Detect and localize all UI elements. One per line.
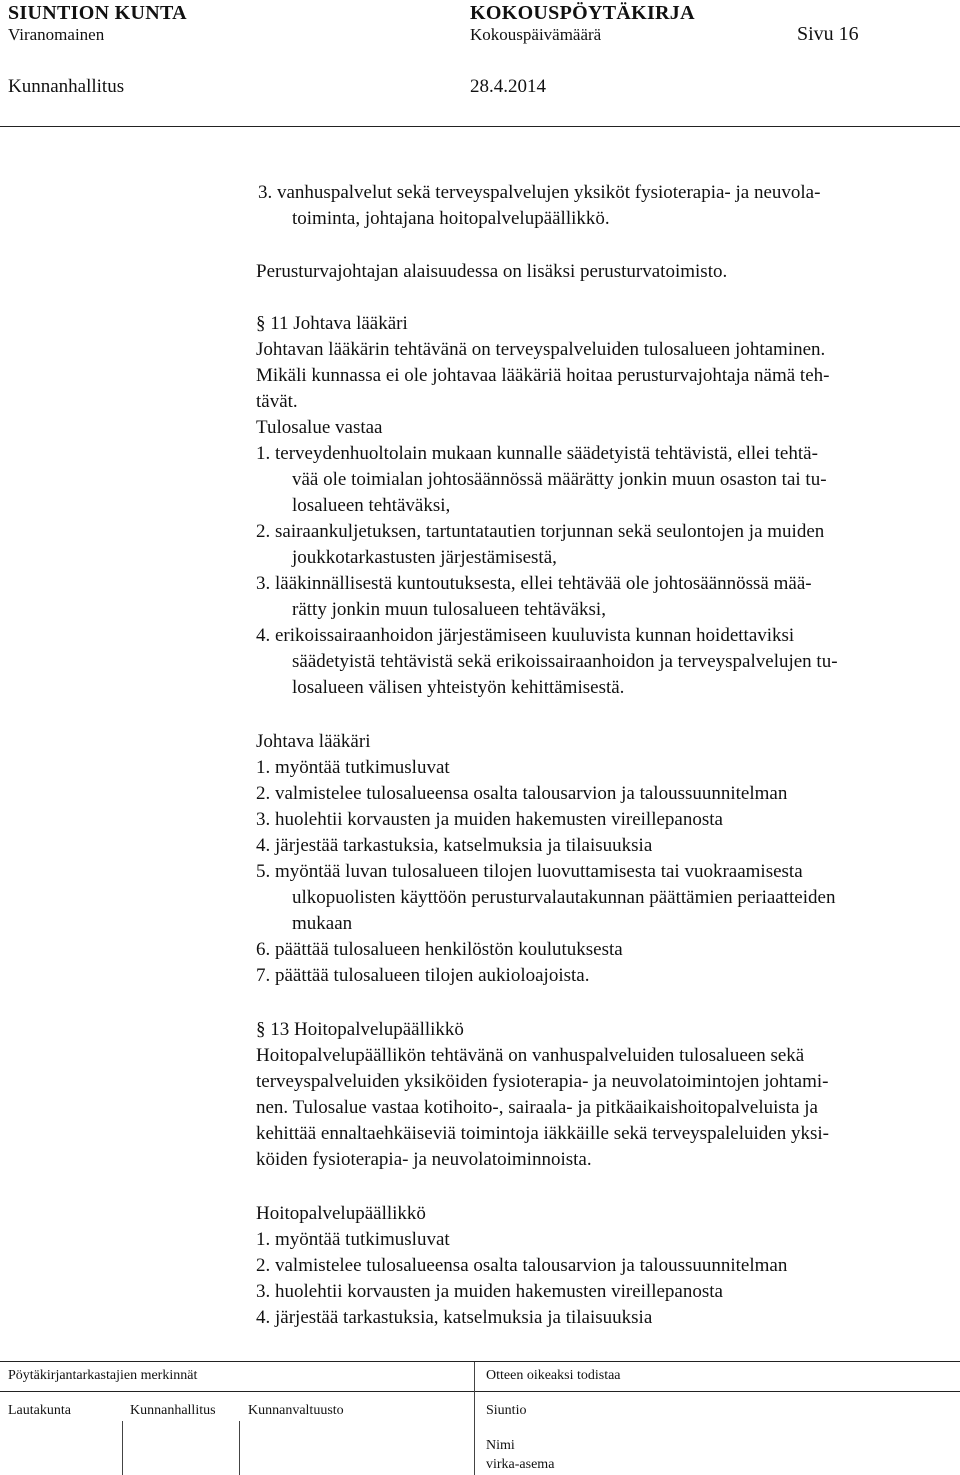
list-item: 2. sairaankuljetuksen, tartuntatautien torjunnan sekä seulontojen ja muiden [256, 521, 825, 542]
list-item: 6. päättää tulosalueen henkilöstön koulutuksesta [256, 939, 623, 960]
place-label: Siuntio [486, 1403, 527, 1418]
paragraph: Perusturvajohtajan alaisuudessa on lisäksi perusturvatoimisto. [256, 261, 728, 282]
footer-mid-rule [0, 1391, 960, 1392]
list-item: 2. valmistelee tulosalueensa osalta talousarvion ja taloussuunnitelman [256, 1255, 788, 1276]
authority-name: Kunnanhallitus [8, 76, 125, 97]
list-item: 3. vanhuspalvelut sekä terveyspalvelujen yksiköt fysioterapia- ja neuvola- [258, 182, 821, 203]
certified-copy-label: Otteen oikeaksi todistaa [486, 1368, 621, 1383]
list-item: 1. myöntää tutkimusluvat [256, 1229, 450, 1250]
paragraph: nen. Tulosalue vastaa kotihoito-, sairaala- ja pitkäaikaishoitopalveluista ja [256, 1097, 818, 1118]
list-item: 3. lääkinnällisestä kuntoutuksesta, ellei tehtävää ole johtosäännössä mää- [256, 573, 812, 594]
list-item: 1. myöntää tutkimusluvat [256, 757, 450, 778]
list-item: 7. päättää tulosalueen tilojen aukioloajoista. [256, 965, 590, 986]
list-item: 1. terveydenhuoltolain mukaan kunnalle säädetyistä tehtävistä, ellei tehtä- [256, 443, 818, 464]
header-divider [0, 126, 960, 127]
list-item-continuation: losalueen välisen yhteistyön kehittämisestä. [292, 677, 625, 698]
paragraph: Johtavan lääkärin tehtävänä on terveyspalveluiden tulosalueen johtaminen. [256, 339, 826, 360]
paragraph: kehittää ennaltaehkäiseviä toimintoja iäkkäille sekä terveyspaleluiden yksi- [256, 1123, 829, 1144]
list-item-continuation: vää ole toimialan johtosäännössä määrätty jonkin muun osaston tai tu- [292, 469, 827, 490]
section-heading: § 11 Johtava lääkäri [256, 313, 408, 334]
subheading: Johtava lääkäri [256, 731, 371, 752]
organization-name: SIUNTION KUNTA [8, 2, 187, 24]
list-item-continuation: toiminta, johtajana hoitopalvelupäällikkö. [292, 208, 610, 229]
list-item-continuation: mukaan [292, 913, 353, 934]
footer-divider [239, 1421, 240, 1475]
footer-divider [474, 1362, 475, 1475]
list-item-continuation: joukkotarkastusten järjestämisestä, [292, 547, 557, 568]
footer-top-rule [0, 1361, 960, 1362]
list-item-continuation: losalueen tehtäväksi, [292, 495, 451, 516]
list-item-continuation: rätty jonkin muun tulosalueen tehtäväksi, [292, 599, 606, 620]
list-item-continuation: ulkopuolisten käyttöön perusturvalautakunnan päättämien periaatteiden [292, 887, 836, 908]
list-item: 4. järjestää tarkastuksia, katselmuksia ja tilaisuuksia [256, 1307, 653, 1328]
list-item-continuation: säädetyistä tehtävistä sekä erikoissairaanhoidon ja terveyspalvelujen tu- [292, 651, 838, 672]
paragraph: terveyspalveluiden yksiköiden fysioterapia- ja neuvolatoimintojen johtami- [256, 1071, 829, 1092]
subheading: Hoitopalvelupäällikkö [256, 1203, 426, 1224]
column-lautakunta: Lautakunta [8, 1403, 71, 1418]
section-heading: § 13 Hoitopalvelupäällikkö [256, 1019, 464, 1040]
document-type: KOKOUSPÖYTÄKIRJA [470, 2, 695, 24]
paragraph: köiden fysioterapia- ja neuvolatoiminnoista. [256, 1149, 592, 1170]
position-label: virka-asema [486, 1457, 555, 1472]
list-item: 2. valmistelee tulosalueensa osalta talousarvion ja taloussuunnitelman [256, 783, 788, 804]
column-kunnanvaltuusto: Kunnanvaltuusto [248, 1403, 344, 1418]
subheading: Tulosalue vastaa [256, 417, 383, 438]
list-item: 4. erikoissairaanhoidon järjestämiseen kuuluvista kunnan hoidettaviksi [256, 625, 795, 646]
authority-label: Viranomainen [8, 25, 105, 44]
inspectors-notes-label: Pöytäkirjantarkastajien merkinnät [8, 1368, 198, 1383]
footer-divider [122, 1421, 123, 1475]
list-item: 4. järjestää tarkastuksia, katselmuksia ja tilaisuuksia [256, 835, 653, 856]
list-item: 5. myöntää luvan tulosalueen tilojen luovuttamisesta tai vuokraamisesta [256, 861, 803, 882]
page-number: Sivu 16 [797, 23, 859, 45]
paragraph: Mikäli kunnassa ei ole johtavaa lääkäriä hoitaa perusturvajohtaja nämä teh- [256, 365, 830, 386]
meeting-date-label: Kokouspäivämäärä [470, 25, 602, 44]
meeting-date: 28.4.2014 [470, 76, 546, 97]
paragraph: Hoitopalvelupäällikön tehtävänä on vanhuspalveluiden tulosalueen sekä [256, 1045, 805, 1066]
list-item: 3. huolehtii korvausten ja muiden hakemusten vireillepanosta [256, 1281, 723, 1302]
list-item: 3. huolehtii korvausten ja muiden hakemusten vireillepanosta [256, 809, 723, 830]
column-kunnanhallitus: Kunnanhallitus [130, 1403, 216, 1418]
paragraph: tävät. [256, 391, 298, 412]
name-label: Nimi [486, 1438, 515, 1453]
